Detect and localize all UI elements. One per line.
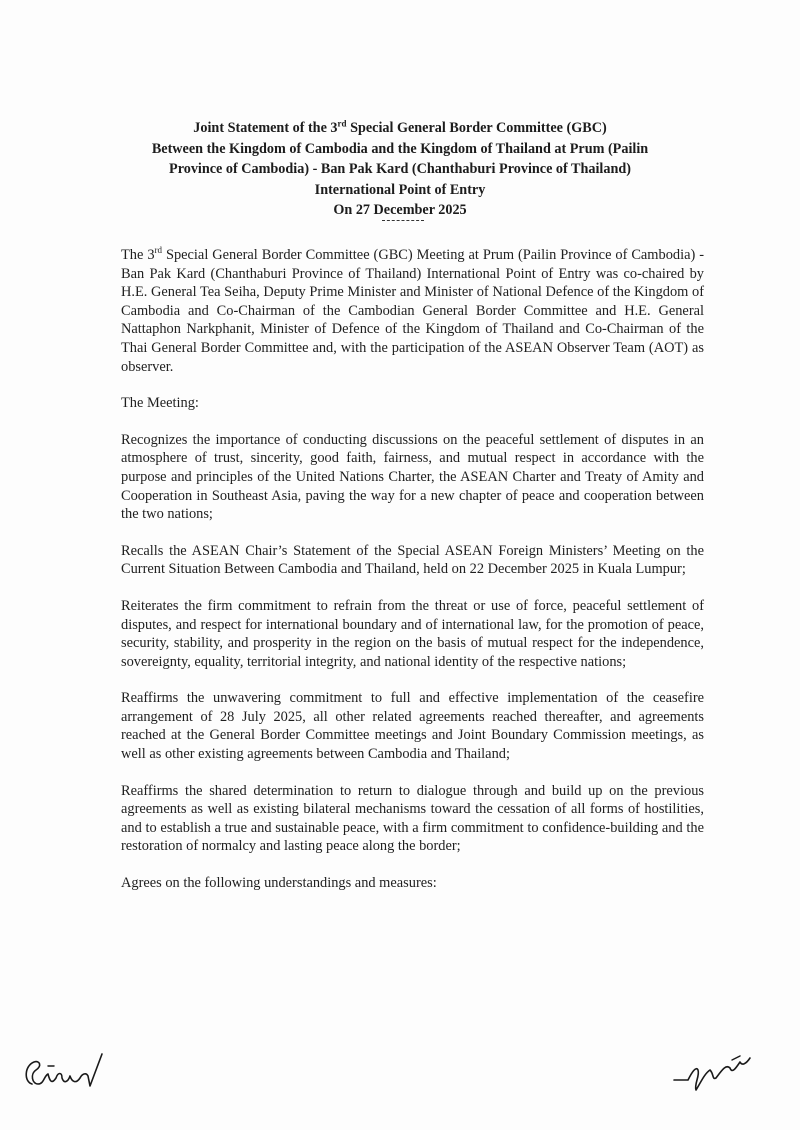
title-line-3: Province of Cambodia) - Ban Pak Kard (Chanthaburi Province of Thailand) bbox=[169, 161, 631, 177]
intro-ordinal-suffix: rd bbox=[154, 245, 163, 256]
paragraph-recalls: Recalls the ASEAN Chair’s Statement of the Special ASEAN Foreign Ministers’ Meeting on the Current Situation Between Cambodia and Thailand, held on 22 December 2025 in Kuala Lumpur; bbox=[121, 542, 704, 578]
intro-paragraph bbox=[121, 246, 704, 376]
paragraph-recognizes: Recognizes the importance of conducting discussions on the peaceful settlement of disputes in an atmosphere of trust, sincerity, good faith, fairness, and mutual respect in accordance with the purpose and principles of the United Nations Charter, the ASEAN Charter and Treaty of Amity and Cooperation in Southeast Asia, paving the way for a new chapter of peace and cooperation between the two nations; bbox=[121, 431, 704, 523]
intro-pre: The 3 bbox=[121, 247, 155, 263]
title-ordinal-suffix: rd bbox=[337, 118, 347, 129]
title-line-2: Between the Kingdom of Cambodia and the Kingdom of Thailand at Prum (Pailin bbox=[151, 140, 649, 157]
paragraph-reiterates: Reiterates the firm commitment to refrain from the threat or use of force, peaceful settlement of disputes, and respect for international boundary and of international law, for the promotion of peace, security, stability, and prosperity in the region on the basis of mutual respect for the independence, sovereignty, equality, territorial integrity, and national identity of the respective nations; bbox=[121, 597, 704, 670]
intro-post: Special General Border Committee (GBC) Meeting at Prum (Pailin Province of Cambodia) - Ban Pak Kard (Chanthaburi Province of Thailand) International Point of Entry was co-chaired by H.E. General Tea Seiha, Deputy Prime Minister and Minister of National Defence of the Kingdom of Cambodia and Co-Chairman of the Cambodian General Border Committee and H.E. General Nattaphon Narkphanit, Minister of Defence of the Kingdom of Thailand and Co-Chairman of the Thai General Border Committee and, with the participation of the ASEAN Observer Team (AOT) as observer. bbox=[121, 247, 704, 375]
title-divider bbox=[382, 220, 424, 221]
title-line-1 bbox=[100, 118, 700, 139]
paragraph-reaffirms-ceasefire: Reaffirms the unwavering commitment to full and effective implementation of the ceasefire arrangement of 28 July 2025, all other related agreements reached thereafter, and agreements reached at the General Border Committee meetings and Joint Boundary Commission meetings, as well as other existing agreements between Cambodia and Thailand; bbox=[121, 690, 704, 763]
paragraph-reaffirms-dialogue: Reaffirms the shared determination to return to dialogue through and build up on the previous agreements as well as existing bilateral mechanisms toward the cessation of all forms of hostilities, and to establish a true and sustainable peace, with a firm commitment to confidence-building and the restoration of normalcy and lasting peace along the border; bbox=[121, 782, 704, 855]
document-title bbox=[100, 118, 700, 221]
paragraph-agrees: Agrees on the following understandings and measures: bbox=[121, 875, 437, 892]
title-line-4: International Point of Entry bbox=[314, 181, 486, 198]
title-line-1-post: Special General Border Committee (GBC) bbox=[346, 120, 607, 136]
document-body bbox=[121, 246, 704, 893]
left-signature-icon bbox=[18, 1048, 104, 1098]
title-line-1-pre: Joint Statement of the 3 bbox=[193, 120, 338, 136]
right-signature-icon bbox=[670, 1050, 760, 1095]
meeting-heading: The Meeting: bbox=[121, 395, 199, 412]
title-line-5: On 27 December 2025 bbox=[333, 202, 467, 218]
